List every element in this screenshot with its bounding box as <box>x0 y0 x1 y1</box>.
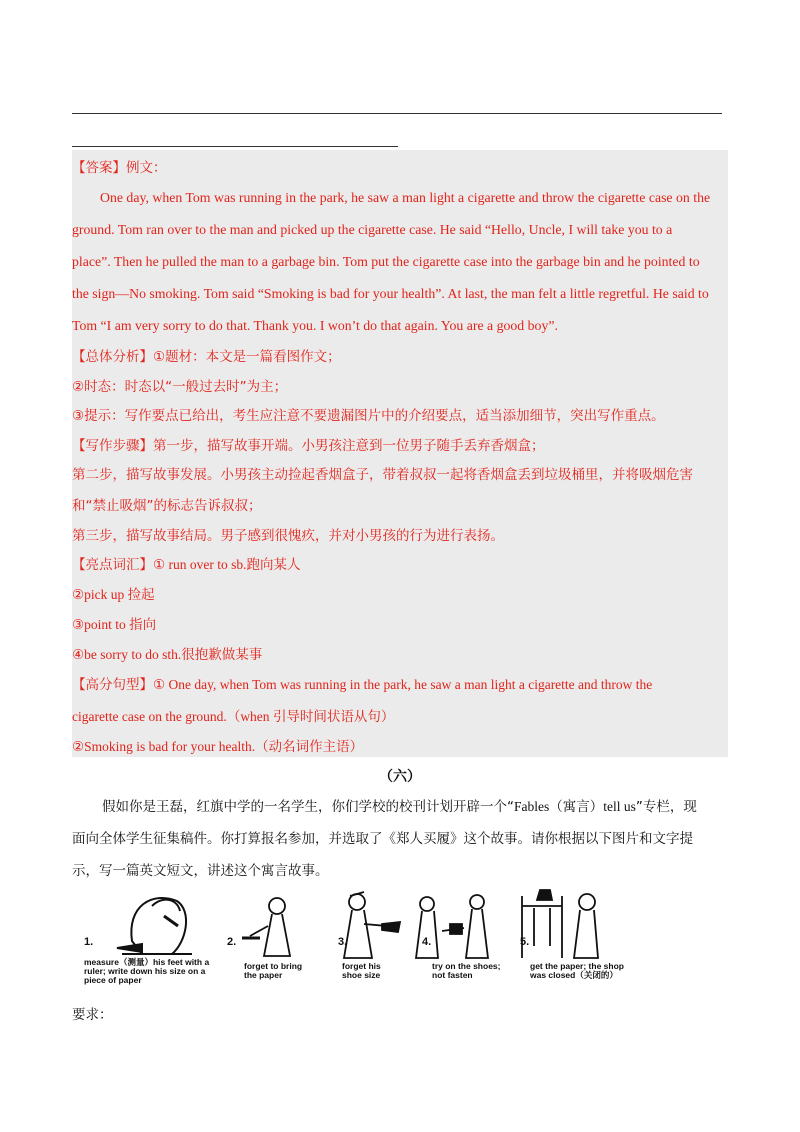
story-illustrations <box>82 886 642 966</box>
picture-caption <box>432 962 500 980</box>
vocab-num: ② <box>72 587 85 603</box>
vocab-en: point to <box>84 617 130 632</box>
picture-number: 3. <box>338 936 348 948</box>
sentence-num: ① <box>153 677 166 693</box>
caption-line: get the paper; the shop <box>530 961 624 971</box>
step-line: 【写作步骤】第一步，描写故事开端。小男孩注意到一位男子随手丢弃香烟盒； <box>72 438 545 454</box>
sentence-note: （ <box>226 709 241 725</box>
essay-line: place”. Then he pulled the man to a garbage bin. Tom put the cigarette case into the garbage bin and he pointed to <box>72 254 700 269</box>
essay-line: ground. Tom ran over to the man and picked up the cigarette case. He said “Hello, Uncle, I will take you to a <box>72 222 673 237</box>
picture-caption <box>84 958 209 985</box>
story-picture-strip <box>82 886 642 996</box>
vocab-line <box>72 555 300 575</box>
vocab-en: run over to sb. <box>165 557 247 572</box>
analysis-line: 【总体分析】①题材：本文是一篇看图作文； <box>72 349 341 365</box>
step-line: 第二步，描写故事发展。小男孩主动捡起香烟盒子，带着叔叔一起将香烟盒丢到垃圾桶里，并将吸烟危害 <box>72 467 693 483</box>
caption-line: shoe size <box>342 970 381 980</box>
caption-line: try on the shoes; <box>432 961 501 971</box>
vocab-label: 【亮点词汇】 <box>72 557 153 573</box>
vocab-cn: 指向 <box>129 617 157 633</box>
prompt-text: （寓言） <box>549 799 604 815</box>
picture-number: 1. <box>84 936 94 948</box>
vocab-num: ④ <box>72 647 85 663</box>
caption-line: was closed（关闭的） <box>530 970 618 980</box>
caption-line: not fasten <box>432 970 473 980</box>
section-title: （六） <box>379 769 421 785</box>
sentence-line <box>72 707 394 727</box>
vocab-cn: 捡起 <box>127 587 155 603</box>
analysis-line: ②时态：时态以“一般过去时”为主； <box>72 379 288 395</box>
caption-line: ruler; write down his size on a <box>84 966 206 976</box>
vocab-line <box>72 645 262 665</box>
prompt-text: 假如你是王磊，红旗中学的一名学生，你们学校的校刊计划开辟一个“ <box>102 799 514 815</box>
picture-1-illustration <box>117 898 192 954</box>
prompt-line: 面向全体学生征集稿件。你打算报名参加，并选取了《郑人买履》这个故事。请你根据以下图片和文字提 <box>72 831 693 847</box>
picture-number: 2. <box>227 936 237 948</box>
picture-number: 4. <box>422 936 432 948</box>
picture-caption <box>530 962 624 980</box>
picture-3-illustration <box>344 892 400 958</box>
vocab-en: pick up <box>84 587 128 602</box>
vocab-cn: 很抱歉做某事 <box>181 647 263 663</box>
prompt-text: ”专栏，现 <box>635 799 697 815</box>
vocab-num: ③ <box>72 617 85 633</box>
picture-2-illustration <box>242 898 290 956</box>
writing-line <box>72 113 722 114</box>
caption-line: measure（测量）his feet with a <box>84 957 210 967</box>
prompt-line: 示，写一篇英文短文，讲述这个寓言故事。 <box>72 863 329 879</box>
prompt-en: tell us <box>603 799 636 814</box>
requirements-label: 要求： <box>72 1007 113 1023</box>
vocab-en: be sorry to do sth. <box>84 647 182 662</box>
sentence-label: 【高分句型】 <box>72 677 153 693</box>
sentence-line <box>72 737 363 757</box>
essay-line: Tom “I am very sorry to do that. Thank you. I won’t do that again. You are a good boy”. <box>72 318 558 333</box>
picture-caption <box>244 962 302 980</box>
caption-line: piece of paper <box>84 975 142 985</box>
answer-label: 【答案】例文： <box>72 160 167 176</box>
prompt-line <box>102 797 697 817</box>
essay-line: the sign—No smoking. Tom said “Smoking is bad for your health”. At last, the man felt a little regretful. He said to <box>72 286 709 301</box>
picture-number: 5. <box>520 936 530 948</box>
prompt-en: Fables <box>514 799 550 814</box>
step-line: 第三步，描写故事结局。男子感到很愧疚，并对小男孩的行为进行表扬。 <box>72 528 504 544</box>
picture-caption <box>342 962 381 980</box>
sentence-note: 引导时间状语从句） <box>272 709 395 725</box>
vocab-cn: 跑向某人 <box>246 557 301 573</box>
picture-4-illustration <box>416 895 488 958</box>
sentence-en: cigarette case on the ground. <box>72 709 227 724</box>
vocab-line <box>72 585 155 605</box>
sentence-en: One day, when Tom was running in the park, he saw a man light a cigarette and throw the <box>165 677 653 692</box>
vocab-line <box>72 615 156 635</box>
vocab-num: ① <box>153 557 166 573</box>
writing-line <box>72 146 398 147</box>
sentence-en: Smoking is bad for your health. <box>84 739 256 754</box>
essay-line: One day, when Tom was running in the park, he saw a man light a cigarette and throw the cigarette case on the <box>100 190 711 205</box>
sentence-line <box>72 675 652 695</box>
caption-line: forget to bring <box>244 961 303 971</box>
sentence-note-en: when <box>240 709 273 724</box>
step-line: 和“禁止吸烟”的标志告诉叔叔； <box>72 498 262 514</box>
sentence-note: （动名词作主语） <box>255 739 364 755</box>
caption-line: the paper <box>244 970 283 980</box>
analysis-line: ③提示：写作要点已给出，考生应注意不要遗漏图片中的介绍要点，适当添加细节，突出写作重点。 <box>72 408 665 424</box>
sentence-num: ② <box>72 739 85 755</box>
picture-5-illustration <box>522 890 598 958</box>
caption-line: forget his <box>342 961 381 971</box>
